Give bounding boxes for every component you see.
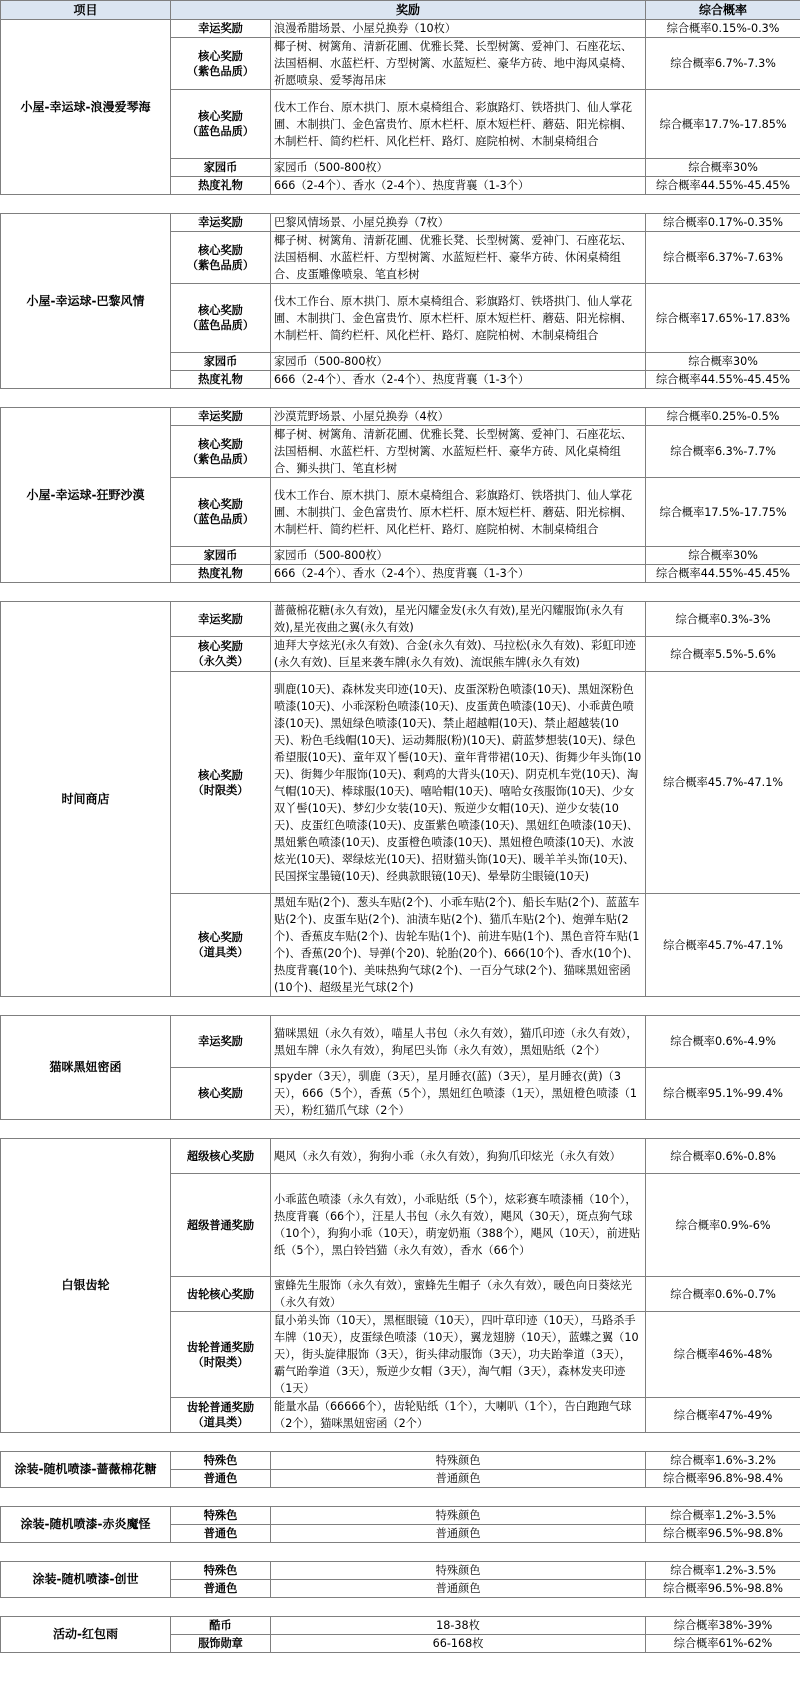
probability-value: 综合概率44.55%-45.45% <box>646 371 800 389</box>
reward-category: 热度礼物 <box>171 565 271 583</box>
section-spacer-cell <box>1 195 800 214</box>
probability-value: 综合概率30% <box>646 547 800 565</box>
reward-items: 椰子树、树篱角、清新花圃、优雅长凳、长型树篱、爱神门、石座花坛、法国梧桐、水蓝栏杆、方型树篱、水蓝短栏杆、豪华方砖、休闲桌椅组合、皮蛋雕像喷泉、笔直杉树 <box>271 232 646 284</box>
reward-category: 幸运奖励 <box>171 214 271 232</box>
section-spacer <box>1 997 800 1016</box>
reward-items: 伐木工作台、原木拱门、原木桌椅组合、彩旗路灯、铁塔拱门、仙人掌花圃、木制拱门、金色富贵竹、原木栏杆、原木短栏杆、蘑菇、阳光棕榈、木制栏杆、简约栏杆、风化栏杆、路灯、庭院柏树、木制桌椅组合 <box>271 90 646 159</box>
reward-category: 核心奖励 （道具类） <box>171 894 271 997</box>
reward-category: 普通色 <box>171 1580 271 1598</box>
reward-category: 超级核心奖励 <box>171 1139 271 1174</box>
reward-items: 特殊颜色 <box>271 1562 646 1580</box>
probability-value: 综合概率45.7%-47.1% <box>646 672 800 894</box>
project-name: 小屋-幸运球-狂野沙漠 <box>1 408 171 583</box>
probability-value: 综合概率96.5%-98.8% <box>646 1525 800 1543</box>
reward-category: 齿轮核心奖励 <box>171 1277 271 1312</box>
probability-value: 综合概率6.7%-7.3% <box>646 38 800 90</box>
reward-items: 普通颜色 <box>271 1580 646 1598</box>
reward-category: 酷币 <box>171 1617 271 1635</box>
table-row <box>1 1562 800 1580</box>
section-spacer <box>1 195 800 214</box>
section-spacer-cell <box>1 1433 800 1452</box>
probability-value: 综合概率6.3%-7.7% <box>646 426 800 478</box>
reward-items: 浪漫希腊场景、小屋兑换券（10枚） <box>271 20 646 38</box>
reward-items: 椰子树、树篱角、清新花圃、优雅长凳、长型树篱、爱神门、石座花坛、法国梧桐、水蓝栏杆、方型树篱、水蓝短栏杆、豪华方砖、风化桌椅组合、狮头拱门、笔直杉树 <box>271 426 646 478</box>
reward-category: 服饰勋章 <box>171 1635 271 1653</box>
project-name: 白银齿轮 <box>1 1139 171 1433</box>
probability-value: 综合概率0.17%-0.35% <box>646 214 800 232</box>
probability-value: 综合概率17.65%-17.83% <box>646 284 800 353</box>
reward-category: 特殊色 <box>171 1562 271 1580</box>
reward-category: 齿轮普通奖励 （时限类） <box>171 1312 271 1398</box>
table-row <box>1 1016 800 1068</box>
probability-value: 综合概率1.2%-3.5% <box>646 1562 800 1580</box>
probability-value: 综合概率61%-62% <box>646 1635 800 1653</box>
header-reward: 奖励 <box>171 1 646 20</box>
section-spacer <box>1 583 800 602</box>
probability-value: 综合概率44.55%-45.45% <box>646 565 800 583</box>
project-name: 猫咪黑妞密函 <box>1 1016 171 1120</box>
reward-category: 热度礼物 <box>171 371 271 389</box>
table-row <box>1 20 800 38</box>
reward-items: 小乖蓝色喷漆（永久有效），小乖贴纸（5个），炫彩赛车喷漆桶（10个），热度背襄（66个），汪星人书包（永久有效），飓风（30天），斑点狗气球（10个），狗狗小乖（10天），萌宠奶瓶（388个），飓风（10天），前进贴纸（5个），黑白铃铛猫（永久有效），香水（66个） <box>271 1174 646 1277</box>
probability-value: 综合概率47%-49% <box>646 1398 800 1433</box>
reward-items: 66-168枚 <box>271 1635 646 1653</box>
probability-value: 综合概率46%-48% <box>646 1312 800 1398</box>
probability-value: 综合概率95.1%-99.4% <box>646 1068 800 1120</box>
reward-category: 普通色 <box>171 1525 271 1543</box>
section-spacer <box>1 1120 800 1139</box>
reward-category: 特殊色 <box>171 1452 271 1470</box>
reward-category: 核心奖励 （蓝色品质） <box>171 90 271 159</box>
section-spacer-cell <box>1 1598 800 1617</box>
reward-category: 热度礼物 <box>171 177 271 195</box>
reward-items: 家园币（500-800枚） <box>271 159 646 177</box>
reward-category: 核心奖励 （时限类） <box>171 672 271 894</box>
reward-category: 核心奖励 （紫色品质） <box>171 38 271 90</box>
probability-value: 综合概率30% <box>646 353 800 371</box>
section-spacer <box>1 1433 800 1452</box>
reward-items: 普通颜色 <box>271 1525 646 1543</box>
probability-value: 综合概率44.55%-45.45% <box>646 177 800 195</box>
section-spacer-cell <box>1 997 800 1016</box>
table-body <box>1 20 800 1653</box>
reward-items: 蔷薇棉花糖(永久有效)，星光闪耀金发(永久有效),星光闪耀服饰(永久有效),星光夜曲之翼(永久有效) <box>271 602 646 637</box>
section-spacer-cell <box>1 1488 800 1507</box>
table-row <box>1 602 800 637</box>
reward-items: 特殊颜色 <box>271 1507 646 1525</box>
probability-value: 综合概率1.2%-3.5% <box>646 1507 800 1525</box>
probability-value: 综合概率6.37%-7.63% <box>646 232 800 284</box>
project-name: 小屋-幸运球-巴黎风情 <box>1 214 171 389</box>
reward-category: 核心奖励 （紫色品质） <box>171 426 271 478</box>
project-name: 涂装-随机喷漆-蔷薇棉花糖 <box>1 1452 171 1488</box>
reward-items: 鼠小弟头饰（10天），黑框眼镜（10天），四叶草印迹（10天），马路杀手车牌（10天），皮蛋绿色喷漆（10天），翼龙翅膀（10天），蓝蝶之翼（10天），街头旋律服饰（3天），街头律动服饰（3天），功夫跆拳道（3天），霸气跆拳道（3天），叛逆少女帽（3天），淘气帽（3天），森林发夹印迹（1天） <box>271 1312 646 1398</box>
reward-items: 飓风（永久有效），狗狗小乖（永久有效），狗狗爪印炫光（永久有效） <box>271 1139 646 1174</box>
header-project: 项目 <box>1 1 171 20</box>
reward-category: 家园币 <box>171 353 271 371</box>
probability-value: 综合概率1.6%-3.2% <box>646 1452 800 1470</box>
reward-items: 蜜蜂先生服饰（永久有效），蜜蜂先生帽子（永久有效），暖色向日葵炫光（永久有效） <box>271 1277 646 1312</box>
reward-items: 能量水晶（66666个），齿轮贴纸（1个），大喇叭（1个），告白跑跑气球（2个），猫咪黑妞密函（2个） <box>271 1398 646 1433</box>
reward-items: 家园币（500-800枚） <box>271 547 646 565</box>
reward-items: 沙漠荒野场景、小屋兑换券（4枚） <box>271 408 646 426</box>
reward-category: 幸运奖励 <box>171 602 271 637</box>
probability-value: 综合概率38%-39% <box>646 1617 800 1635</box>
reward-category: 核心奖励 <box>171 1068 271 1120</box>
project-name: 涂装-随机喷漆-创世 <box>1 1562 171 1598</box>
reward-items: 666（2-4个）、香水（2-4个）、热度背襄（1-3个） <box>271 371 646 389</box>
probability-value: 综合概率17.7%-17.85% <box>646 90 800 159</box>
reward-category: 家园币 <box>171 159 271 177</box>
probability-value: 综合概率45.7%-47.1% <box>646 894 800 997</box>
project-name: 活动-红包雨 <box>1 1617 171 1653</box>
probability-value: 综合概率0.9%-6% <box>646 1174 800 1277</box>
probability-value: 综合概率96.8%-98.4% <box>646 1470 800 1488</box>
probability-value: 综合概率0.6%-0.7% <box>646 1277 800 1312</box>
probability-value: 综合概率0.25%-0.5% <box>646 408 800 426</box>
reward-category: 核心奖励 （蓝色品质） <box>171 284 271 353</box>
section-spacer <box>1 1543 800 1562</box>
reward-category: 特殊色 <box>171 1507 271 1525</box>
reward-category: 幸运奖励 <box>171 20 271 38</box>
reward-category: 齿轮普通奖励 （道具类） <box>171 1398 271 1433</box>
probability-value: 综合概率0.3%-3% <box>646 602 800 637</box>
table-row <box>1 408 800 426</box>
table-row <box>1 1452 800 1470</box>
probability-value: 综合概率30% <box>646 159 800 177</box>
reward-category: 超级普通奖励 <box>171 1174 271 1277</box>
section-spacer <box>1 1598 800 1617</box>
section-spacer-cell <box>1 389 800 408</box>
reward-items: 伐木工作台、原木拱门、原木桌椅组合、彩旗路灯、铁塔拱门、仙人掌花圃、木制拱门、金色富贵竹、原木栏杆、原木短栏杆、蘑菇、阳光棕榈、木制栏杆、简约栏杆、风化栏杆、路灯、庭院柏树、木制桌椅组合 <box>271 284 646 353</box>
section-spacer <box>1 389 800 408</box>
table-header-row <box>1 1 800 20</box>
reward-category: 幸运奖励 <box>171 408 271 426</box>
reward-category: 核心奖励 （蓝色品质） <box>171 478 271 547</box>
reward-items: 驯鹿(10天)、森林发夹印迹(10天)、皮蛋深粉色喷漆(10天)、黑妞深粉色喷漆(10天)、小乖深粉色喷漆(10天)、皮蛋黄色喷漆(10天)、小乖黄色喷漆(10天)、黑妞绿色喷漆(10天)、禁止超越帽(10天)、禁止超越装(10天)、粉色毛线帽(10天)、运动舞服(粉)(10天)、蔚蓝梦想装(10天)、绿色希望服(10天)、童年双丫髻(10天)、童年背带裙(10天)、街舞少年头饰(10天)、街舞少年服饰(10天)、剩鸡的大背头(10天)、阴克机车党(10天)、淘气帽(10天)、棒球服(10天)、嘻哈帽(10天)、嘻哈女孩服饰(10天)、少女双丫髻(10天)、梦幻少女装(10天)、叛逆少女帽(10天)、逆少女装(10天)、皮蛋红色喷漆(10天)、皮蛋紫色喷漆(10天)、黑妞红色喷漆(10天)、黑妞紫色喷漆(10天)、皮蛋橙色喷漆(10天)、黑妞橙色喷漆(10天)、水波炫光(10天)、翠绿炫光(10天)、招财猫头饰(10天)、暖羊羊头饰(10天)、民国探宝墨镜(10天)、经典款眼镜(10天)、晕晕防尘眼镜(10天) <box>271 672 646 894</box>
reward-items: 666（2-4个）、香水（2-4个）、热度背襄（1-3个） <box>271 177 646 195</box>
probability-value: 综合概率0.6%-4.9% <box>646 1016 800 1068</box>
reward-items: 特殊颜色 <box>271 1452 646 1470</box>
probability-value: 综合概率0.6%-0.8% <box>646 1139 800 1174</box>
reward-category: 核心奖励 （紫色品质） <box>171 232 271 284</box>
table-row <box>1 214 800 232</box>
section-spacer-cell <box>1 1120 800 1139</box>
probability-value: 综合概率0.15%-0.3% <box>646 20 800 38</box>
reward-items: 迪拜大亨炫光(永久有效)、合金(永久有效)、马拉松(永久有效)、彩虹印迹(永久有效)、巨星来袭车牌(永久有效)、流氓熊车牌(永久有效) <box>271 637 646 672</box>
section-spacer-cell <box>1 1543 800 1562</box>
project-name: 涂装-随机喷漆-赤炎魔怪 <box>1 1507 171 1543</box>
table-row <box>1 1507 800 1525</box>
section-spacer-cell <box>1 583 800 602</box>
reward-items: 普通颜色 <box>271 1470 646 1488</box>
probability-value: 综合概率5.5%-5.6% <box>646 637 800 672</box>
probability-value: 综合概率96.5%-98.8% <box>646 1580 800 1598</box>
reward-category: 家园币 <box>171 547 271 565</box>
table-row <box>1 1139 800 1174</box>
probability-value: 综合概率17.5%-17.75% <box>646 478 800 547</box>
reward-items: 黑妞车贴(2个)、葱头车贴(2个)、小乖车贴(2个)、船长车贴(2个)、蓝蓝车贴(2个)、皮蛋车贴(2个)、油渍车贴(2个)、猫爪车贴(2个)、炮弹车贴(2个)、香蕉皮车贴(2个)、齿轮车贴(1个)、前进车贴(1个)、黑色音符车贴(1个)、香蕉(20个)、导弹(个20)、轮胎(20个)、666(10个)、香水(10个)、热度背襄(10个)、美味热狗气球(2个)、一百分气球(2个)、猫咪黑妞密函(10个)、超级星光气球(2个) <box>271 894 646 997</box>
reward-items: 伐木工作台、原木拱门、原木桌椅组合、彩旗路灯、铁塔拱门、仙人掌花圃、木制拱门、金色富贵竹、原木栏杆、原木短栏杆、蘑菇、阳光棕榈、木制栏杆、简约栏杆、风化栏杆、路灯、庭院柏树、木制桌椅组合 <box>271 478 646 547</box>
reward-category: 幸运奖励 <box>171 1016 271 1068</box>
reward-items: 猫咪黑妞（永久有效），喵星人书包（永久有效），猫爪印迹（永久有效），黑妞车牌（永久有效），狗尾巴头饰（永久有效），黑妞贴纸（2个） <box>271 1016 646 1068</box>
reward-items: 家园币（500-800枚） <box>271 353 646 371</box>
reward-items: 巴黎风情场景、小屋兑换券（7枚） <box>271 214 646 232</box>
reward-category: 核心奖励 （永久类） <box>171 637 271 672</box>
reward-category: 普通色 <box>171 1470 271 1488</box>
reward-items: 椰子树、树篱角、清新花圃、优雅长凳、长型树篱、爱神门、石座花坛、法国梧桐、水蓝栏杆、方型树篱、水蓝短栏、豪华方砖、地中海风桌椅、祈愿喷泉、爱琴海吊床 <box>271 38 646 90</box>
section-spacer <box>1 1488 800 1507</box>
reward-items: 666（2-4个）、香水（2-4个）、热度背襄（1-3个） <box>271 565 646 583</box>
project-name: 时间商店 <box>1 602 171 997</box>
header-probability: 综合概率 <box>646 1 800 20</box>
project-name: 小屋-幸运球-浪漫爱琴海 <box>1 20 171 195</box>
reward-items: spyder（3天），驯鹿（3天），星月睡衣(蓝)（3天），星月睡衣(黄)（3天），666（5个），香蕉（5个），黑妞红色喷漆（1天），黑妞橙色喷漆（1天），粉红猫爪气球（2个） <box>271 1068 646 1120</box>
reward-items: 18-38枚 <box>271 1617 646 1635</box>
table-row <box>1 1617 800 1635</box>
